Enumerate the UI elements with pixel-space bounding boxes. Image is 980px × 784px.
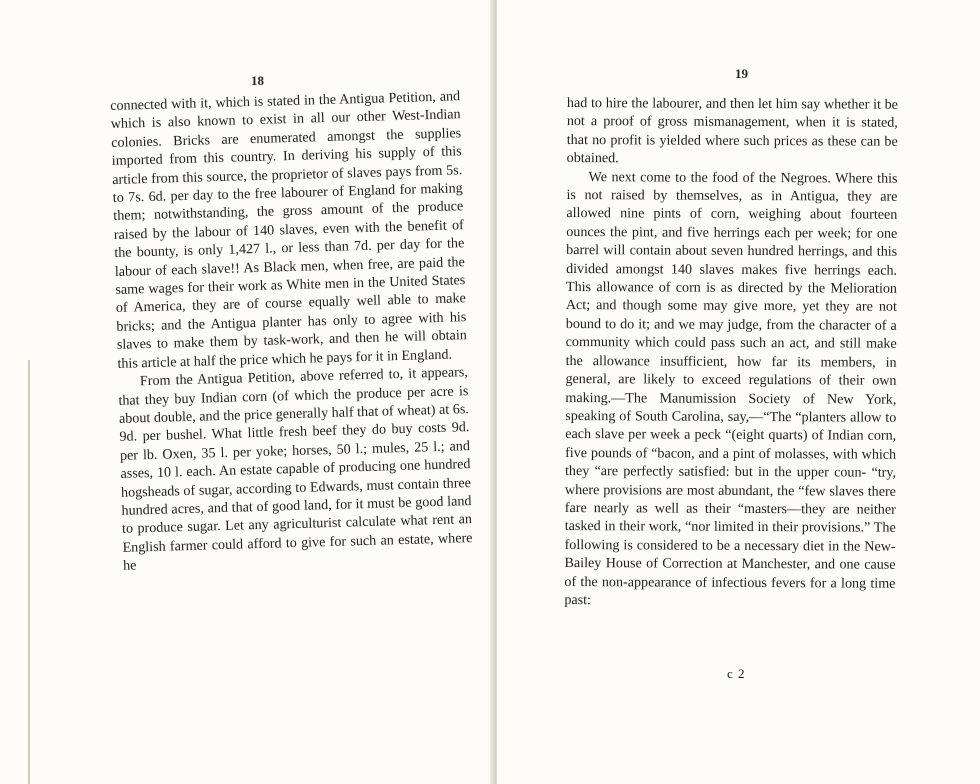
right-page <box>497 0 980 784</box>
left-page-text <box>110 87 473 575</box>
paragraph: We next come to the food of the Negroes. Where this is not raised by themselves, as in Antigua, they are allowed nine pints of corn, weighing about fourteen ounces the pint, and five herrings each per week; for one barrel will contain about seven hundred herrings, and this divided amongst 140 slaves makes five herrings each. This allowance of corn is as directed by the Melioration Act; and though some may give more, yet they are not bound to do it; and we may judge, from the character of a community which could pass such an act, and still make the allowance insufficient, how far its members, in general, are likely to exceed regulations of their own making.—The Manumission Society of New York, speaking of South Carolina, say,—“The “planters allow to each slave per week a peck “(eight quarts) of Indian corn, five pounds of “bacon, and a pint of molasses, with which they “are perfectly satisfied: but in the upper coun- “try, where provisions are most abundant, the “few slaves there fare nearly as well as their “masters—they are neither tasked in their work, “nor limited in their provisions.” The following is considered to be a necessary diet in the New-Bailey House of Correction at Manchester, and one cause of the non-appearance of infectious fevers for a long time past: <box>564 168 898 609</box>
signature-mark: c 2 <box>727 666 746 681</box>
paragraph: connected with it, which is stated in the Antigua Petition, and which is also known to exist in all our other West-Indian colonies. Bricks are enumerated amongst the supplies imported from this country. In deriving his supply of this article from this source, the proprietor of slaves pays from 5s. to 7s. 6d. per day to the free labourer of England for making them; notwithstanding, the gross amount of the produce raised by the labour of 140 slaves, even with the benefit of the bounty, is only 1,427 l., or less than 7d. per day for the labour of each slave!! As Black men, when free, are paid the same wages for their work as White men in the United States of America, they are of course equally well able to make bricks; and the Antigua planter has only to agree with his slaves to make them by task-work, and then he will obtain this article at half the price which he pays for it in England. <box>110 88 468 372</box>
paragraph: From the Antigua Petition, above referred to, it appears, that they buy Indian corn (of which the produce per acre is about double, and the price generally half that of wheat) at 6s. 9d. per bushel. What little fresh beef they do buy costs 9d. per lb. Oxen, 35 l. per yoke; horses, 50 l.; mules, 25 l.; and asses, 10 l. each. An estate capable of producing one hundred hogsheads of sugar, according to Edwards, must contain three hundred acres, and that of good land, for it must be good land to produce sugar. Let any agriculturist calculate what rent an English farmer could afford to give for such an estate, where he <box>118 364 473 574</box>
page-edge-line <box>28 360 30 784</box>
page-number-right: 19 <box>735 66 748 81</box>
page-number-left: 18 <box>251 73 264 88</box>
right-page-text <box>564 94 898 611</box>
paragraph: had to hire the labourer, and then let him say whether it be not a proof of gross mismanagement, when it is stated, that no profit is yielded where such prices as these can be obtained. <box>566 94 898 167</box>
